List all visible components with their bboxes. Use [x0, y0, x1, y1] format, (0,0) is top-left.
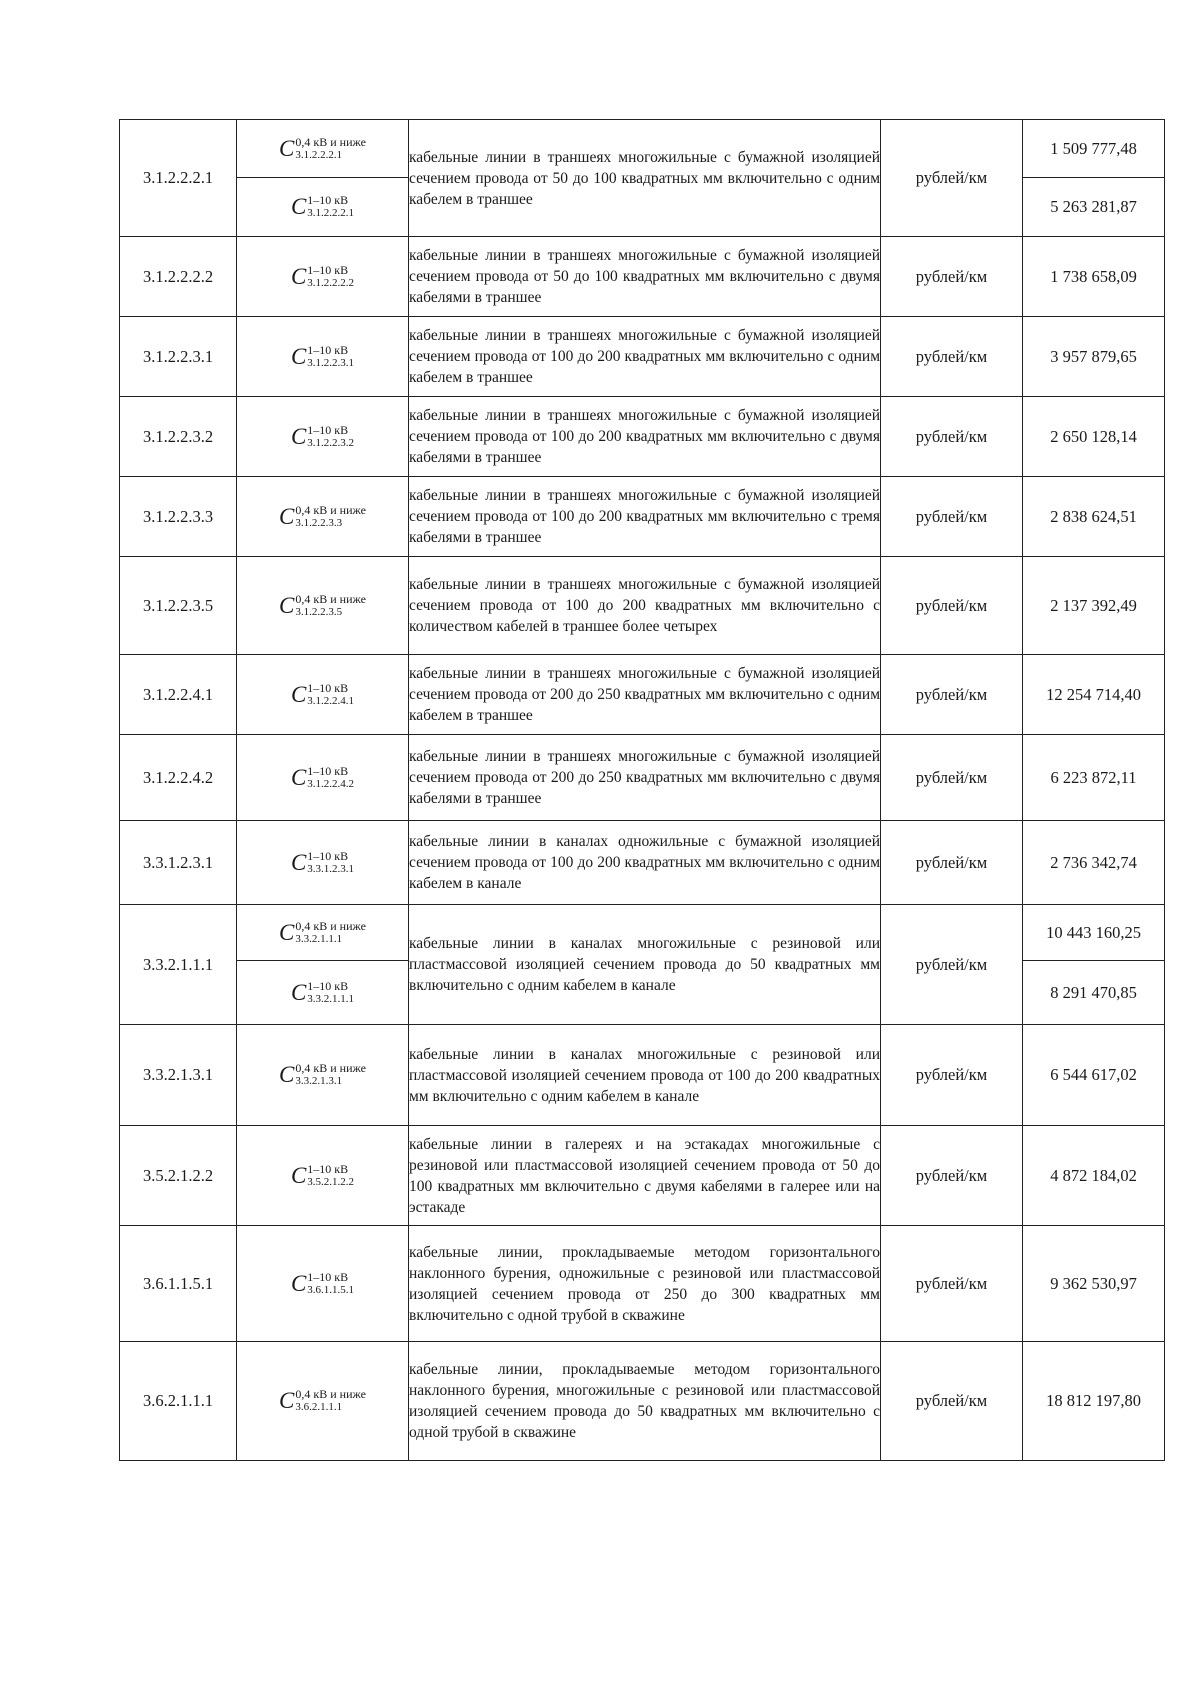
rate-letter: C [279, 1388, 295, 1414]
rate-formula [279, 1062, 366, 1087]
rate-formula [291, 1163, 354, 1188]
voltage-class: 0,4 кВ и ниже [295, 134, 366, 149]
table-row [120, 317, 1165, 397]
table-row [120, 1342, 1165, 1461]
row-unit: рублей/км [881, 1226, 1023, 1342]
row-unit: рублей/км [881, 655, 1023, 735]
table-row [120, 735, 1165, 821]
rate-value: 12 254 714,40 [1023, 655, 1165, 735]
rate-letter: C [290, 263, 307, 289]
rate-symbol [237, 821, 409, 905]
row-code: 3.3.2.1.1.1 [120, 905, 237, 1025]
row-description: кабельные линии в каналах многожильные с резиновой или пластмассовой изоляцией сечением провода до 50 квадратных мм включительно с одним кабелем в канале [409, 905, 881, 1025]
row-description: кабельные линии в траншеях многожильные с бумажной изоляцией сечением провода от 100 до 200 квадратных мм включительно с двумя кабелями в траншее [409, 397, 881, 477]
table-row [120, 237, 1165, 317]
table-row [120, 557, 1165, 655]
row-description: кабельные линии, прокладываемые методом горизонтального наклонного бурения, многожильные с резиновой или пластмассовой изоляцией сечением провода до 50 квадратных мм включительно с одной трубой в скважине [409, 1342, 881, 1461]
rate-formula [291, 344, 354, 369]
voltage-class: 1–10 кВ [307, 422, 349, 437]
row-description: кабельные линии в траншеях многожильные с бумажной изоляцией сечением провода от 50 до 100 квадратных мм включительно с одним кабелем в траншее [409, 120, 881, 237]
table-row [120, 477, 1165, 557]
rate-symbol [237, 557, 409, 655]
row-unit: рублей/км [881, 237, 1023, 317]
rate-value: 5 263 281,87 [1023, 178, 1165, 237]
table-row [120, 821, 1165, 905]
row-description: кабельные линии в траншеях многожильные с бумажной изоляцией сечением провода от 50 до 100 квадратных мм включительно с двумя кабелями в траншее [409, 237, 881, 317]
voltage-class: 0,4 кВ и ниже [295, 918, 366, 933]
rate-index: 3.1.2.2.2.1 [295, 148, 343, 161]
rate-symbol [237, 1025, 409, 1126]
row-code: 3.3.1.2.3.1 [120, 821, 237, 905]
rate-value: 10 443 160,25 [1023, 905, 1165, 961]
rate-letter: C [290, 849, 307, 875]
rate-letter: C [290, 194, 307, 220]
row-code: 3.1.2.2.2.1 [120, 120, 237, 237]
voltage-class: 1–10 кВ [307, 193, 349, 208]
table-row [120, 1126, 1165, 1226]
row-description: кабельные линии в траншеях многожильные с бумажной изоляцией сечением провода от 200 до 250 квадратных мм включительно с двумя кабелями в траншее [409, 735, 881, 821]
rate-letter: C [290, 681, 307, 707]
rate-letter: C [290, 1162, 307, 1188]
rate-formula [279, 593, 366, 618]
rate-letter: C [279, 135, 295, 161]
rates-table [119, 119, 1165, 1461]
rate-value: 3 957 879,65 [1023, 317, 1165, 397]
rate-symbol [237, 237, 409, 317]
row-code: 3.1.2.2.2.2 [120, 237, 237, 317]
row-description: кабельные линии в траншеях многожильные с бумажной изоляцией сечением провода от 100 до 200 квадратных мм включительно с тремя кабелями в траншее [409, 477, 881, 557]
rate-index: 3.1.2.2.3.5 [295, 605, 343, 618]
row-unit: рублей/км [881, 905, 1023, 1025]
rate-symbol [237, 735, 409, 821]
table-row [120, 397, 1165, 477]
voltage-class: 1–10 кВ [307, 342, 349, 357]
rate-value: 2 137 392,49 [1023, 557, 1165, 655]
row-code: 3.5.2.1.2.2 [120, 1126, 237, 1226]
voltage-class: 1–10 кВ [307, 1161, 349, 1176]
voltage-class: 0,4 кВ и ниже [295, 1387, 366, 1402]
row-code: 3.6.1.1.5.1 [120, 1226, 237, 1342]
row-description: кабельные линии в каналах многожильные с резиновой или пластмассовой изоляцией сечением провода от 100 до 200 квадратных мм включительно с одним кабелем в канале [409, 1025, 881, 1126]
voltage-class: 1–10 кВ [307, 978, 349, 993]
row-unit: рублей/км [881, 397, 1023, 477]
rate-formula [291, 264, 354, 289]
rate-formula [291, 194, 354, 219]
rate-letter: C [290, 1270, 307, 1296]
rate-symbol [237, 905, 409, 961]
voltage-class: 0,4 кВ и ниже [295, 591, 366, 606]
table-row [120, 1226, 1165, 1342]
voltage-class: 0,4 кВ и ниже [295, 502, 366, 517]
row-unit: рублей/км [881, 477, 1023, 557]
row-unit: рублей/км [881, 1342, 1023, 1461]
row-description: кабельные линии в траншеях многожильные с бумажной изоляцией сечением провода от 100 до 200 квадратных мм включительно с одним кабелем в траншее [409, 317, 881, 397]
row-code: 3.1.2.2.3.2 [120, 397, 237, 477]
row-unit: рублей/км [881, 821, 1023, 905]
row-description: кабельные линии в галереях и на эстакадах многожильные с резиновой или пластмассовой изоляцией сечением провода от 50 до 100 квадратных мм включительно с двумя кабелями в галерее или на эстакаде [409, 1126, 881, 1226]
rate-value: 2 650 128,14 [1023, 397, 1165, 477]
table-row [120, 1025, 1165, 1126]
rate-formula [291, 424, 354, 449]
rate-value: 18 812 197,80 [1023, 1342, 1165, 1461]
rate-formula [291, 850, 354, 875]
row-code: 3.3.2.1.3.1 [120, 1025, 237, 1126]
table-row [120, 655, 1165, 735]
rate-index: 3.6.2.1.1.1 [295, 1401, 343, 1414]
rate-formula [291, 765, 354, 790]
rate-formula [279, 920, 366, 945]
row-unit: рублей/км [881, 735, 1023, 821]
rate-index: 3.1.2.2.2.2 [307, 276, 355, 289]
voltage-class: 1–10 кВ [307, 763, 349, 778]
row-unit: рублей/км [881, 120, 1023, 237]
rate-symbol [237, 1126, 409, 1226]
rates-table-body [120, 120, 1165, 1461]
rate-index: 3.5.2.1.2.2 [307, 1175, 355, 1188]
rate-letter: C [279, 919, 295, 945]
rate-symbol [237, 477, 409, 557]
rate-index: 3.6.1.1.5.1 [307, 1283, 355, 1296]
rate-value: 1 509 777,48 [1023, 120, 1165, 178]
row-code: 3.1.2.2.4.1 [120, 655, 237, 735]
rate-letter: C [290, 343, 307, 369]
rate-formula [279, 504, 366, 529]
rate-index: 3.3.2.1.1.1 [307, 992, 355, 1005]
row-unit: рублей/км [881, 557, 1023, 655]
row-code: 3.1.2.2.3.1 [120, 317, 237, 397]
rate-index: 3.1.2.2.3.2 [307, 436, 355, 449]
rate-letter: C [279, 592, 295, 618]
rate-symbol [237, 317, 409, 397]
rate-index: 3.1.2.2.4.1 [307, 694, 355, 707]
rate-letter: C [290, 423, 307, 449]
rate-formula [279, 136, 366, 161]
row-description: кабельные линии, прокладываемые методом горизонтального наклонного бурения, одножильные с резиновой или пластмассовой изоляцией сечением провода от 250 до 300 квадратных мм включительно с одной трубой в скважине [409, 1226, 881, 1342]
rate-index: 3.1.2.2.3.3 [295, 516, 343, 529]
rate-symbol [237, 1226, 409, 1342]
rate-symbol [237, 178, 409, 237]
row-description: кабельные линии в траншеях многожильные с бумажной изоляцией сечением провода от 200 до 250 квадратных мм включительно с одним кабелем в траншее [409, 655, 881, 735]
rate-value: 9 362 530,97 [1023, 1226, 1165, 1342]
rate-value: 4 872 184,02 [1023, 1126, 1165, 1226]
row-unit: рублей/км [881, 1126, 1023, 1226]
row-code: 3.1.2.2.3.5 [120, 557, 237, 655]
rate-index: 3.3.1.2.3.1 [307, 862, 355, 875]
row-code: 3.1.2.2.3.3 [120, 477, 237, 557]
rate-letter: C [290, 979, 307, 1005]
rate-symbol [237, 397, 409, 477]
row-description: кабельные линии в каналах одножильные с бумажной изоляцией сечением провода от 100 до 200 квадратных мм включительно с одним кабелем в канале [409, 821, 881, 905]
rate-index: 3.1.2.2.2.1 [307, 207, 355, 220]
row-unit: рублей/км [881, 317, 1023, 397]
rate-letter: C [290, 764, 307, 790]
rate-value: 1 738 658,09 [1023, 237, 1165, 317]
rate-formula [279, 1388, 366, 1413]
rate-value: 6 544 617,02 [1023, 1025, 1165, 1126]
rate-value: 2 736 342,74 [1023, 821, 1165, 905]
rate-symbol [237, 655, 409, 735]
rate-formula [291, 682, 354, 707]
voltage-class: 1–10 кВ [307, 680, 349, 695]
rate-symbol [237, 120, 409, 178]
voltage-class: 1–10 кВ [307, 262, 349, 277]
rate-index: 3.1.2.2.3.1 [307, 356, 355, 369]
rate-value: 8 291 470,85 [1023, 961, 1165, 1025]
row-unit: рублей/км [881, 1025, 1023, 1126]
voltage-class: 1–10 кВ [307, 848, 349, 863]
voltage-class: 1–10 кВ [307, 1269, 349, 1284]
rate-value: 2 838 624,51 [1023, 477, 1165, 557]
rate-symbol [237, 961, 409, 1025]
rate-value: 6 223 872,11 [1023, 735, 1165, 821]
table-row [120, 905, 1165, 961]
voltage-class: 0,4 кВ и ниже [295, 1061, 366, 1076]
row-code: 3.6.2.1.1.1 [120, 1342, 237, 1461]
rate-formula [291, 1271, 354, 1296]
rate-letter: C [279, 503, 295, 529]
rate-index: 3.3.2.1.1.1 [295, 932, 343, 945]
row-code: 3.1.2.2.4.2 [120, 735, 237, 821]
rate-index: 3.1.2.2.4.2 [307, 777, 355, 790]
row-description: кабельные линии в траншеях многожильные с бумажной изоляцией сечением провода от 100 до 200 квадратных мм включительно с количеством кабелей в траншее более четырех [409, 557, 881, 655]
rate-symbol [237, 1342, 409, 1461]
rate-index: 3.3.2.1.3.1 [295, 1075, 343, 1088]
table-row [120, 120, 1165, 178]
rate-letter: C [279, 1062, 295, 1088]
rate-formula [291, 980, 354, 1005]
